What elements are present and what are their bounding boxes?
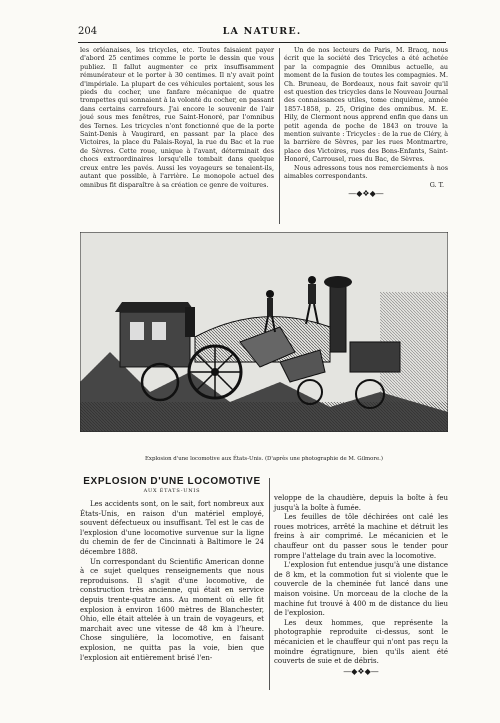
ornament: —◆❖◆— (343, 666, 379, 676)
readers-note-paragraph: Un de nos lecteurs de Paris, M. Bracq, nous écrit que la société des Tricycles a été achetée par la compagnie des Omnibus actuelle, au moment de la fusion de toutes les compagnies. M. Ch. Bruneau, de Bordeaux, nous fait savoir qu'il est question des tricycles dans le Nouveau Journal des connaissances utiles, tome cinquième, année 1857-1858, p. 25, Origine des omnibus. M. E. Hily, de Clermont nous apprend enfin que dans un petit agenda de poche de 1843 on trouve la mention suivante : Tricycles : de la rue de Cléry, à la barrière de Sèvres, par les rues Montmartre, place des Victoires, rues des Bons-Enfants, Saint-Honoré, Carrousel, rues du Bac, de Sèvres. (284, 46, 448, 164)
running-header (78, 26, 446, 40)
ornament: —◆❖◆— (348, 188, 384, 198)
article-right-column (274, 494, 448, 677)
journal-title: LA NATURE. (222, 26, 302, 37)
locomotive-engraving (80, 232, 448, 432)
omnibus-letter-paragraph: les orléanaises, les tricycles, etc. Toutes faisaient payer d'abord 25 centimes comme le porte le dessin que vous publiez. Il fallut augmenter ce prix insuffisamment rémunérateur et le porter à 30 centimes. Il n'y avait point d'impériale. La plupart de ces véhicules portaient, sous les pieds du cocher, une fanfare mécanique de quatre trompettes qui sonnaient à la volonté du cocher, en passant dans certains carrefours. J'ai encore le souvenir de l'air joué sous mes fenêtres, rue Saint-Honoré, par l'omnibus des Ternes. Les tricycles n'ont fonctionné que de la porte Saint-Denis à Vaugirard, en passant par la place des Victoires, la place du Palais-Royal, la rue du Bac et la rue de Sèvres. Cette roue, unique à l'avant, déterminait des chocs extraordinaires lorsqu'elle tombait dans quelque creux entre les pavés. Aussi les voyageurs se tenaient-ils, autant que possible, à l'arrière. Le monopole actuel des omnibus fit disparaître à sa création ce genre de voitures. (80, 46, 274, 189)
article-paragraph: veloppe de la chaudière, depuis la boîte à feu jusqu'à la boîte à fumée. (274, 494, 448, 512)
article-paragraph: Les feuilles de tôle déchirées ont calé les roues motrices, arrêté la machine et détruit les freins à air comprimé. Le mécanicien et le chauffeur ont du passer sous le tender pour rompre l'attelage du train avec la locomotive. (274, 513, 448, 560)
article-paragraph: L'explosion fut entendue jusqu'à une distance de 8 km, et la commotion fut si violente que le couvercle de la cheminée fut lancé dans une maison voisine. Un morceau de la cloche de la machine fut trouvé à 400 m de distance du lieu de l'explosion. (274, 561, 448, 618)
article-subtitle: AUX ÉTATS-UNIS (143, 488, 201, 494)
figure-caption: Explosion d'une locomotive aux États-Unis. (D'après une photographie de M. Gilmore.) (144, 456, 383, 462)
page-number: 204 (78, 26, 98, 37)
top-left-column (80, 46, 274, 189)
engraving-illustration (80, 232, 448, 432)
article-left-column (80, 500, 264, 663)
column-divider-bottom (269, 478, 270, 690)
column-divider-top (279, 48, 280, 224)
header-rule (78, 42, 446, 43)
thanks-paragraph: Nous adressons tous nos remerciements à nos aimables correspondants. (284, 163, 448, 181)
top-right-column (284, 46, 448, 199)
article-paragraph: Les accidents sont, on le sait, fort nombreux aux États-Unis, en raison d'un matériel employé, souvent défectueux ou insuffisant. Tel est le cas de l'explosion d'une locomotive survenue sur la ligne du chemin de fer de Cincinnati à Baltimore le 24 décembre 1888. (80, 500, 264, 556)
article-paragraph: Un correspondant du Scientific American donne à ce sujet quelques renseignements que nous reproduisons. Il s'agit d'une locomotive, de construction très ancienne, qui était en service depuis trente-quatre ans. Au moment où elle fit explosion à environ 1600 mètres de Blanchester, Ohio, elle était attelée à un train de voyageurs, et marchait avec une vitesse de 48 km à l'heure. Chose singulière, la locomotive, en faisant explosion, ne quitta pas la voie, bien que l'explosion ait entièrement brisé l'en- (80, 557, 264, 662)
article-title: EXPLOSION D'UNE LOCOMOTIVE (83, 476, 261, 487)
signature: G. T. (429, 180, 444, 189)
article-paragraph: Les deux hommes, que représente la photographie reproduite ci-dessus, sont le mécanicien et le chauffeur qui n'ont pas reçu la moindre égratignure, bien qu'ils aient été couverts de suie et de débris. (274, 618, 448, 666)
